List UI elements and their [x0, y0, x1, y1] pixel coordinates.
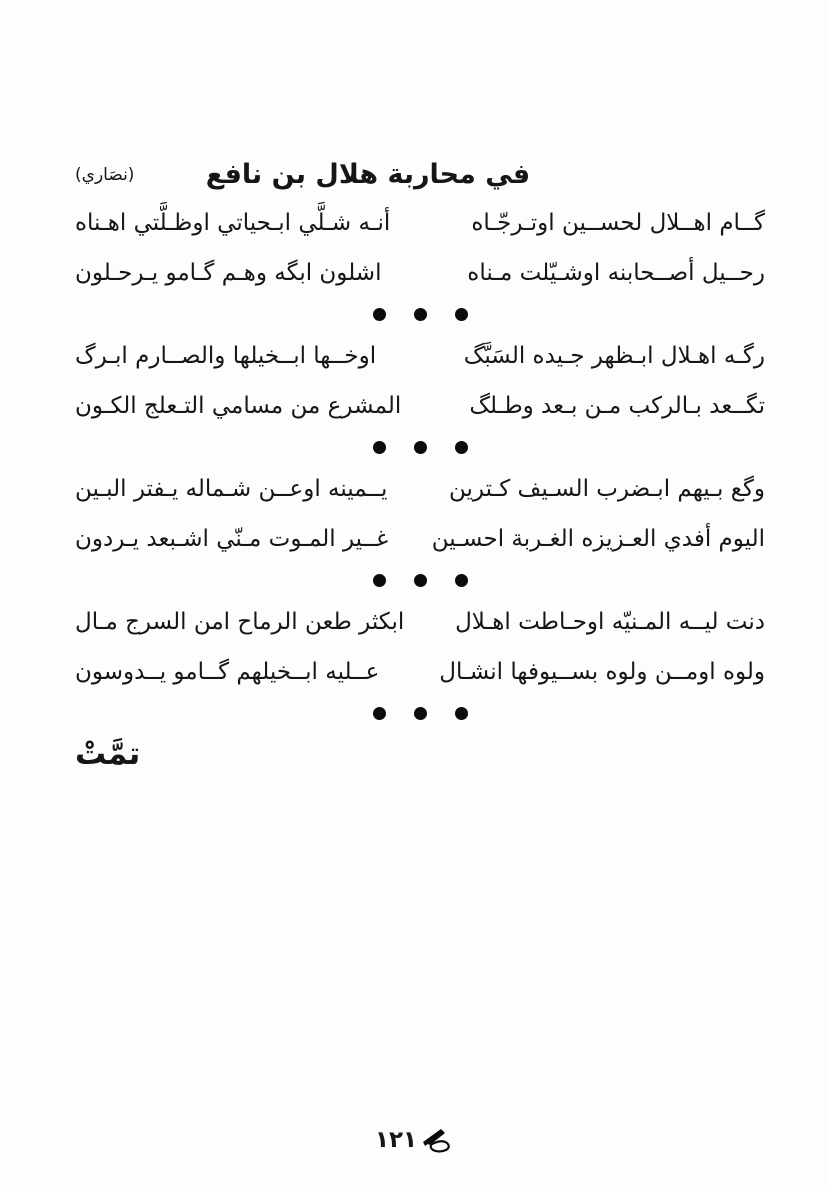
- poem-title: في محاربة هلال بن نافع: [205, 159, 531, 190]
- hemistich-left: عــليه ابــخيلهم گــامو يــدوسون: [75, 659, 380, 685]
- separator-dot: [455, 308, 468, 321]
- verse-line: [75, 647, 765, 697]
- stanza-separator-dots: [75, 298, 765, 331]
- verse-line: [75, 198, 765, 248]
- separator-dot: [373, 308, 386, 321]
- stanza-separator-dots: [75, 564, 765, 597]
- poem-genre-note: (نصَاري): [75, 165, 135, 185]
- hemistich-left: أنـه شـلَّي ابـحياتي اوظـلَّتي اهـناه: [75, 210, 391, 236]
- separator-dot: [455, 574, 468, 587]
- hemistich-right: گــام اهــلال لحســين اوتـرجّـاه: [471, 210, 765, 236]
- hemistich-left: يــمينه اوعــن شـماله يـفتر البـين: [75, 476, 388, 502]
- verse-line: [75, 331, 765, 381]
- page-footer: [0, 1127, 829, 1153]
- page-content: [75, 152, 765, 772]
- writing-hand-icon: [420, 1127, 454, 1153]
- hemistich-right: رحــيل أصــحابنه اوشـيّلت مـناه: [467, 260, 765, 286]
- hemistich-right: دنت ليــه المـنيّه اوحـاطت اهـلال: [455, 609, 765, 635]
- hemistich-right: ولوه اومــن ولوه بســيوفها انشـال: [439, 659, 765, 685]
- separator-dot: [455, 707, 468, 720]
- stanza-separator-dots: [75, 431, 765, 464]
- hemistich-left: المشرع من مسامي التـعلج الكـون: [75, 393, 402, 419]
- hemistich-left: غــير المـوت مـنّي اشـبعد يـردون: [75, 526, 389, 552]
- hemistich-right: اليوم أفدي العـزيزه الغـربة احسـين: [431, 526, 765, 552]
- verse-line: [75, 248, 765, 298]
- hemistich-left: ابكثر طعن الرماح امن السرج مـال: [75, 609, 405, 635]
- poem: [75, 198, 765, 730]
- poem-header: [75, 152, 765, 198]
- separator-dot: [414, 308, 427, 321]
- separator-dot: [373, 707, 386, 720]
- separator-dot: [414, 707, 427, 720]
- verse-line: [75, 464, 765, 514]
- separator-dot: [373, 574, 386, 587]
- hemistich-left: اوخــها ابــخيلها والصــارم ابـرگ: [75, 343, 377, 369]
- verse-line: [75, 514, 765, 564]
- end-mark: تمَّتْ: [75, 736, 141, 772]
- separator-dot: [373, 441, 386, 454]
- separator-dot: [455, 441, 468, 454]
- verse-line: [75, 597, 765, 647]
- separator-dot: [414, 574, 427, 587]
- hemistich-right: تگــعد بـالركب مـن بـعد وطـلگ: [469, 393, 765, 419]
- page-number: ١٢١: [374, 1127, 418, 1153]
- separator-dot: [414, 441, 427, 454]
- hemistich-left: اشلون ابگه وهـم گـامو يـرحـلون: [75, 260, 382, 286]
- hemistich-right: وگع بـيهم ابـضرب السـيف كـترين: [449, 476, 765, 502]
- verse-line: [75, 381, 765, 431]
- stanza-separator-dots: [75, 697, 765, 730]
- hemistich-right: رگـه اهـلال ابـظهر جـيده السَبَّگ: [463, 343, 765, 369]
